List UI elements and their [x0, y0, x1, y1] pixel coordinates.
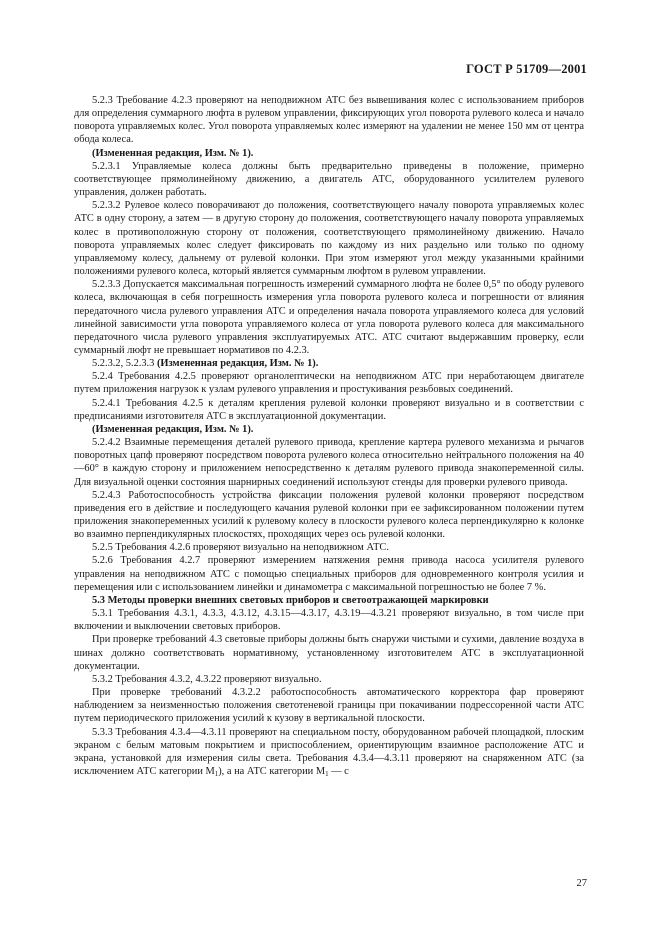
standard-code-header: ГОСТ Р 51709—2001 — [466, 62, 587, 76]
amendment-refs-label: 5.2.3.2, 5.2.3.3 — [92, 358, 155, 370]
page-number: 27 — [576, 878, 587, 889]
paragraph-5-2-5: 5.2.5 Требования 4.2.6 проверяют визуально на неподвижном АТС. — [92, 542, 389, 554]
paragraph-5-3-1-note: При проверке требований 4.3 световые приборы должны быть снаружи чистыми и сухими, давление воздуха в шинах должно соответствовать нормативному, установленному изготовителем АТС в эксплуатационной документации. — [74, 634, 584, 672]
paragraph-5-2-4: 5.2.4 Требования 4.2.5 проверяют органолептически на неподвижном АТС при неработающем двигателе путем приложения нагрузок к узлам рулевого управления и простукивания резьбовых соединений. — [74, 371, 584, 396]
amendment-note: (Измененная редакция, Изм. № 1). — [156, 358, 319, 370]
paragraph-5-2-6: 5.2.6 Требования 4.2.7 проверяют измерением натяжения ремня привода насоса усилителя рулевого управления на неподвижном АТС с помощью специальных приборов для одновременного контроля усилия и перемещения или с использованием линейки и динамометра с максимальной погрешностью не более 7 %. — [74, 555, 584, 593]
subscript: 1 — [214, 769, 219, 778]
paragraph-5-3-3-end: — с — [328, 765, 349, 777]
paragraph-5-3-3-mid: ), а на АТС категории М — [218, 765, 326, 777]
paragraph-5-3-2: 5.3.2 Требования 4.3.2, 4.3.22 проверяют визуально. — [92, 673, 322, 685]
paragraph-5-3-3 — [74, 726, 584, 782]
subscript: 1 — [325, 769, 329, 778]
section-heading-5-3: 5.3 Методы проверки внешних световых приборов и светоотражающей маркировки — [92, 594, 489, 606]
paragraph-5-2-3: 5.2.3 Требование 4.2.3 проверяют на неподвижном АТС без вывешивания колес с использованием приборов для определения суммарного люфта в рулевом управлении, фиксирующих угол поворота рулевого колеса и начало поворота управляемых колес. Угол поворота управляемых колес измеряют на удалении не менее 150 мм от центра обода колеса. — [74, 95, 584, 146]
paragraph-5-2-4-3: 5.2.4.3 Работоспособность устройства фиксации положения рулевой колонки проверяют посредством приведения его в действие и последующего качания рулевой колонки при ее зафиксированном положении путем приложения знакопеременных усилий к рулевому колесу в плоскости рулевого колеса перпендикулярно к колонке во взаимно перпендикулярных плоскостях, проходящих через ось рулевой колонки. — [74, 489, 584, 541]
paragraph-5-2-4-1: 5.2.4.1 Требования 4.2.5 к деталям крепления рулевой колонки проверяют визуально и в соответствии с предписаниями изготовителя АТС в эксплуатационной документации. — [74, 397, 584, 422]
paragraph-5-2-3-3: 5.2.3.3 Допускается максимальная погрешность измерений суммарного люфта не более 0,5° по ободу рулевого колеса, включающая в себя погрешность измерения угла поворота рулевого колеса и погрешности от влияния передаточного числа рулевого управления АТС и определения начала поворота управляемого колеса для условий линейной зависимости угла поворота управляемого колеса от угла поворота рулевого колеса для максимального передаточного числа рулевого управления эксплуатируемых АТС. АТС считают выдержавшим проверку, если суммарный люфт не превышает нормативов по 4.2.3. — [74, 279, 584, 356]
amendment-note: (Измененная редакция, Изм. № 1). — [92, 423, 254, 435]
paragraph-5-2-3-2: 5.2.3.2 Рулевое колесо поворачивают до положения, соответствующего началу поворота управляемых колес АТС в одну сторону, а затем — в другую сторону до положения, соответствующего началу поворота управляемых колес в противоположную сторону от положения, соответствующего прямолинейному движению. Начало поворота управляемых колес следует фиксировать по каждому из них раздельно или только по одному управляемому колесу, дальнему от рулевой колонки. При этом измеряют угол между указанными крайними положениями рулевого колеса, который является суммарным люфтом в рулевом управлении. — [74, 200, 584, 278]
paragraph-5-2-4-2: 5.2.4.2 Взаимные перемещения деталей рулевого привода, крепление картера рулевого механизма и рычагов поворотных цапф проверяют посредством поворота рулевого колеса относительно нейтрального положения на 40—60° в каждую сторону и приложением непосредственно к деталям рулевого привода знакопеременной силы. Для визуальной оценки состояния шарнирных соединений используют стенды для проверки рулевого привода. — [74, 437, 584, 488]
document-body — [74, 94, 584, 781]
paragraph-amendment-refs — [74, 357, 584, 370]
paragraph-5-3-2-note: При проверке требований 4.3.2.2 работоспособность автоматического корректора фар проверяют наблюдением за неизменностью положения светотеневой границы при покачивании подрессоренной части АТС путем периодического приложения усилий к кузову в вертикальной плоскости. — [74, 687, 584, 725]
amendment-note: (Измененная редакция, Изм. № 1). — [92, 147, 254, 159]
paragraph-5-3-1: 5.3.1 Требования 4.3.1, 4.3.3, 4.3.12, 4.3.15—4.3.17, 4.3.19—4.3.21 проверяют визуально, в том числе при включении и выключении световых приборов. — [74, 608, 584, 633]
paragraph-5-2-3-1: 5.2.3.1 Управляемые колеса должны быть предварительно приведены в положение, примерно соответствующее прямолинейному движению, а двигатель АТС, оборудованного усилителем рулевого управления, должен работать. — [74, 160, 584, 199]
paragraph-5-3-3-start: 5.3.3 Требования 4.3.4—4.3.11 проверяют на специальном посту, оборудованном рабочей площадкой, плоским экраном с белым матовым покрытием и приспособлением, ориентирующим взаимное расположение АТС и экрана, установкой для измерения силы света. Требования 4.3.4—4.3.11 проверяют на снаряженном АТС (за исключением АТС категории М — [74, 726, 584, 777]
